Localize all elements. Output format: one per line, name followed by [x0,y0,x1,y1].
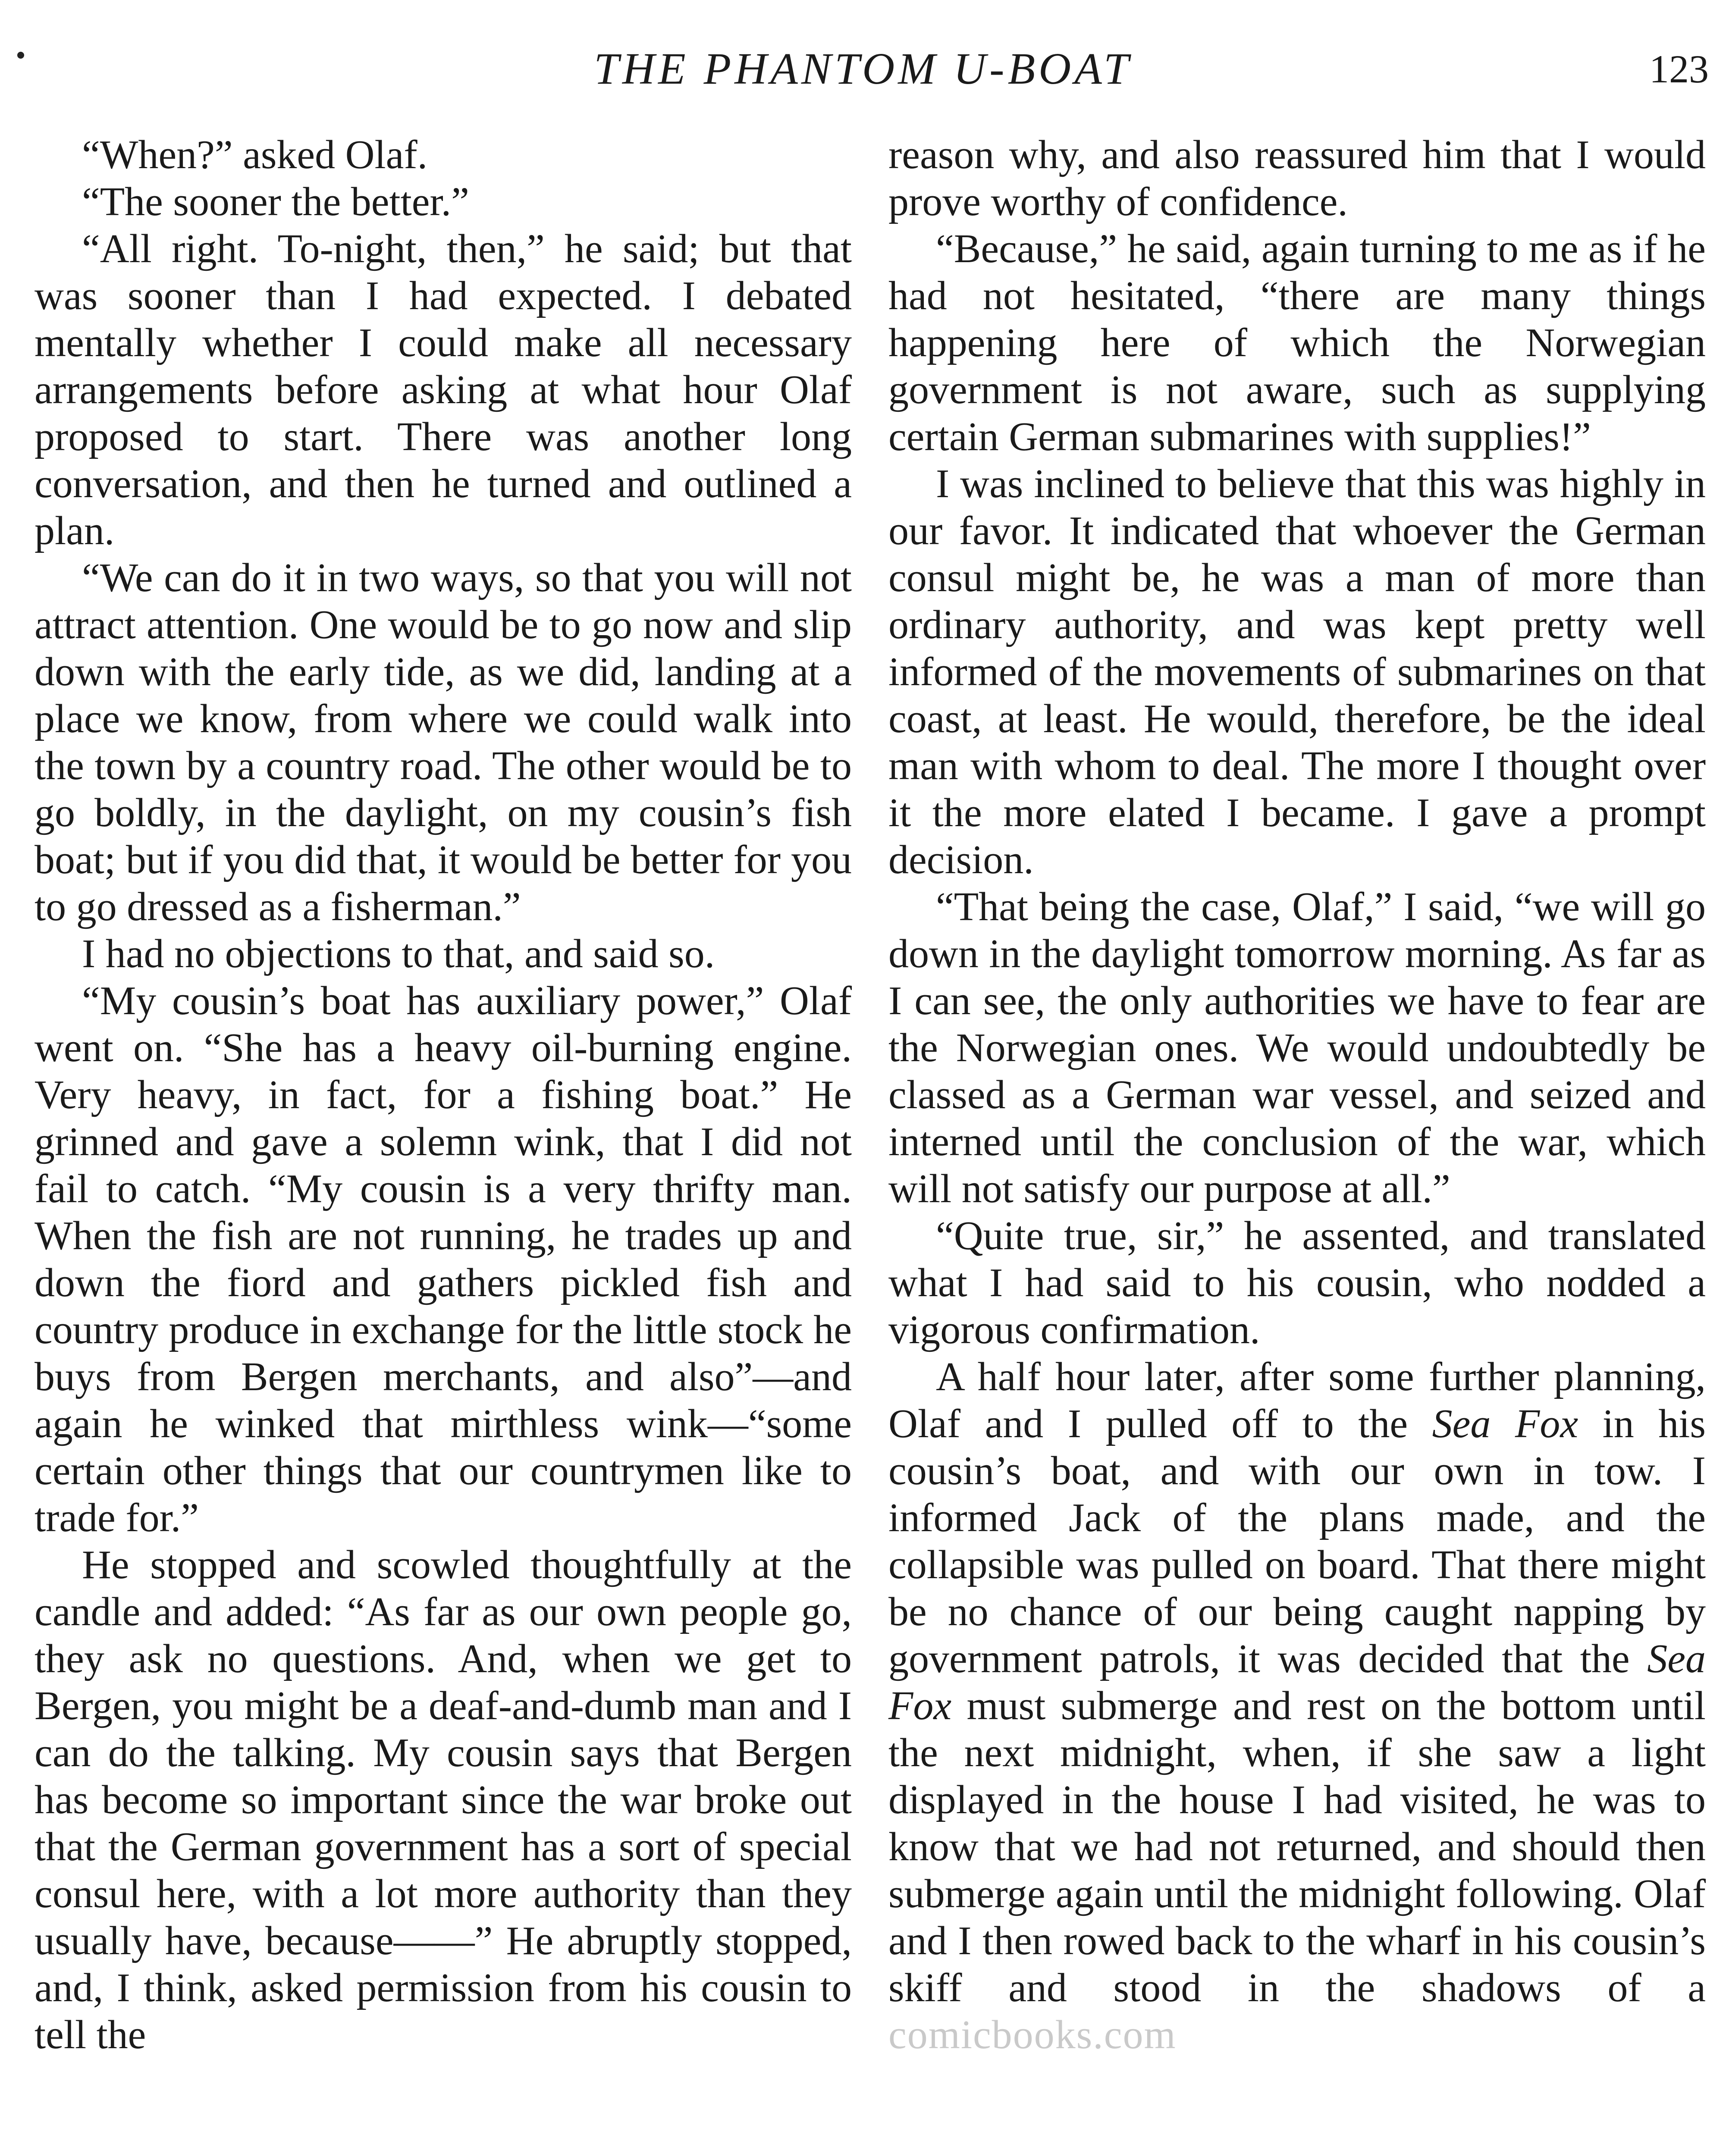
page-number: 123 [1649,47,1709,91]
paragraph: “The sooner the better.” [82,179,469,224]
paragraph-continued: reason why, and also reassured him that I would prove worthy of confidence. [888,132,1706,224]
paragraph: “Quite true, sir,” he assented, and translated what I had said to his cousin, who nodded a vigorous confirmation. [888,1213,1706,1352]
paragraph [888,1354,1706,2059]
paragraph: “My cousin’s boat has auxiliary power,” Olaf went on. “She has a heavy oil-burning engine. Very heavy, in fact, for a fishing boat.” He grinned and gave a solemn wink, that I did not fail to catch. “My cousin is a very thrifty man. When the fish are not running, he trades up and down the fiord and gathers pickled fish and country produce in exchange for the little stock he buys from Bergen merchants, and also”—and again he winked that mirthless wink—“some certain other things that our countrymen like to trade for.” [35,978,852,1540]
paragraph: “All right. To-night, then,” he said; but that was sooner than I had expected. I debated mentally whether I could make all necessary arrangements before asking at what hour Olaf proposed to start. There was another long conversation, and then he turned and outlined a plan. [35,226,852,553]
paragraph: I was inclined to believe that this was highly in our favor. It indicated that whoever the German consul might be, he was a man of more than ordinary authority, and was kept pretty well informed of the movements of submarines on that coast, at least. He would, therefore, be the ideal man with whom to deal. The more I thought over it the more elated I became. I gave a prompt decision. [888,461,1706,882]
text-run: A half hour later, after some further planning, Olaf and I pulled off to the [888,1354,1706,1446]
right-column [888,132,1706,2059]
running-title: THE PHANTOM U-BOAT [594,44,1132,94]
ship-name: Sea Fox [888,1636,1706,1728]
text-run: in his cousin’s boat, and with our own in tow. I informed Jack of the plans made, and the collapsible was pulled on board. That there might be no chance of our being caught napping by government patrols, it was decided that the [888,1401,1706,1681]
ship-name: Sea Fox [1432,1401,1579,1446]
paragraph: He stopped and scowled thoughtfully at the candle and added: “As far as our own people go, they ask no questions. And, when we get to Bergen, you might be a deaf-and-dumb man and I can do the talking. My cousin says that Bergen has become so important since the war broke out that the German government has a sort of special consul here, with a lot more authority than they usually have, because——” He abruptly stopped, and, I think, asked permission from his cousin to tell the [35,1542,852,2057]
running-header [0,39,1726,99]
paragraph: “Because,” he said, again turning to me as if he had not hesitated, “there are many things happening here of which the Norwegian government is not aware, such as supplying certain German submarines with supplies!” [888,226,1706,459]
paragraph: “When?” asked Olaf. [82,132,428,177]
left-column [35,132,852,2059]
paragraph: I had no objections to that, and said so. [82,931,715,976]
text-run: must submerge and rest on the bottom until the next midnight, when, if she saw a light displayed in the house I had visited, he was to know that we had not returned, and should then submerge again until the midnight following. Olaf and I then rowed back to the wharf in his cousin’s skiff and stood in the shadows of a [888,1683,1706,2010]
paragraph: “We can do it in two ways, so that you will not attract attention. One would be to go now and slip down with the early tide, as we did, landing at a place we know, from where we could walk into the town by a country road. The other would be to go boldly, in the daylight, on my cousin’s fish boat; but if you did that, it would be better for you to go dressed as a fisherman.” [35,555,852,929]
watermark: comicbooks.com [888,2012,1177,2057]
paragraph: “That being the case, Olaf,” I said, “we will go down in the daylight tomorrow morning. As far as I can see, the only authorities we have to fear are the Norwegian ones. We would undoubtedly be classed as a German war vessel, and seized and interned until the conclusion of the war, which will not satisfy our purpose at all.” [888,884,1706,1211]
